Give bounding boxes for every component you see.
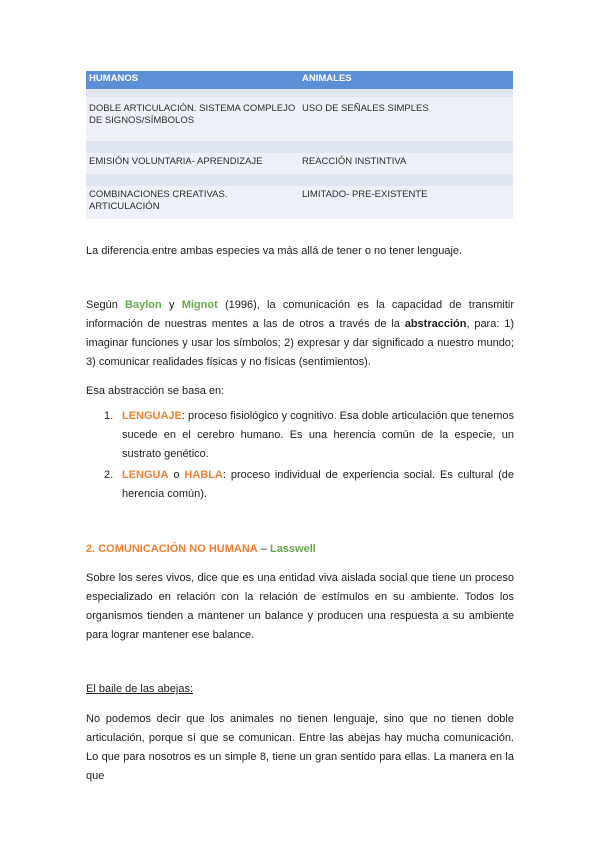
table-row [86,153,513,174]
author-baylon: Baylon [125,299,162,311]
text-fragment: Según [86,299,126,311]
text-fragment: , para: 1) imaginar funciones y usar los símbolos; 2) expresar y dar significado a nuestro mundo; 3) comunicar realidades físicas y no físicas (sentimientos). [86,318,514,368]
table-cell: COMBINACIONES CREATIVAS. ARTICULACIÓN [86,186,299,219]
author-mignot: Mignot [181,299,218,311]
paragraph-baylon-mignot [86,296,514,372]
paragraph-difference: La diferencia entre ambas especies va más allá de tener o no tener lenguaje. [86,245,463,257]
term-habla: HABLA [184,469,223,481]
text-fragment: (1996), la comunicación es la capacidad de transmitir información de nuestras mentes a las de otros a través de la [86,299,514,330]
list-text: : proceso individual de experiencia social. Es cultural (de herencia común). [122,469,514,500]
section-heading [86,540,514,559]
table-spacer-row [86,174,513,186]
list-item [86,466,514,504]
table-spacer-row [86,89,513,97]
list-number: 1. [104,410,114,422]
abstraction-list [86,407,514,506]
table-cell: DOBLE ARTICULACIÓN. SISTEMA COMPLEJO DE SIGNOS/SÍMBOLOS [86,97,299,141]
text-fragment: y [161,299,182,311]
comparison-table [86,71,513,219]
list-text: : proceso fisiológico y cognitivo. Esa doble articulación que tenemos sucede en el cerebro humano. Es una herencia común de la especie, un sustrato genético. [122,410,514,460]
section-title: 2. COMUNICACIÓN NO HUMANA [86,543,258,555]
paragraph-abejas: No podemos decir que los animales no tienen lenguaje, sino que no tienen doble articulación, porque sí que se comunican. Entre las abejas hay mucha comunicación. Lo que para nosotros es un simple 8, tiene un gran sentido para ellas. La manera en la que [86,713,514,782]
subheading-abejas [86,680,514,699]
section-dash: – [257,543,270,555]
header-animales: ANIMALES [299,71,513,89]
header-humanos: HUMANOS [86,71,299,89]
paragraph-abstraccion: Esa abstracción se basa en: [86,385,225,397]
term-lenguaje: LENGUAJE [122,410,182,422]
term-lengua: LENGUA [122,469,169,481]
table-header-row [86,71,513,89]
term-abstraccion: abstracción [404,318,467,330]
list-text: o [168,469,185,481]
table-row [86,97,513,141]
table-cell: EMISIÓN VOLUNTARIA- APRENDIZAJE [86,153,299,174]
list-item [86,407,514,464]
subheading-text: El baile de las abejas: [86,683,194,695]
table-cell: LIMITADO- PRE-EXISTENTE [299,186,513,219]
table-cell: REACCIÓN INSTINTIVA [299,153,513,174]
list-number: 2. [104,469,114,481]
table-cell: USO DE SEÑALES SIMPLES [299,97,513,141]
author-lasswell: Lasswell [269,543,316,555]
table-row [86,186,513,219]
table-spacer-row [86,141,513,153]
paragraph-seres-vivos: Sobre los seres vivos, dice que es una entidad viva aislada social que tiene un proceso especializado en relación con la relación de estímulos en su ambiente. Todos los organismos tienden a mantener un balance y producen una respuesta a su ambiente para lograr mantener ese balance. [86,572,514,641]
